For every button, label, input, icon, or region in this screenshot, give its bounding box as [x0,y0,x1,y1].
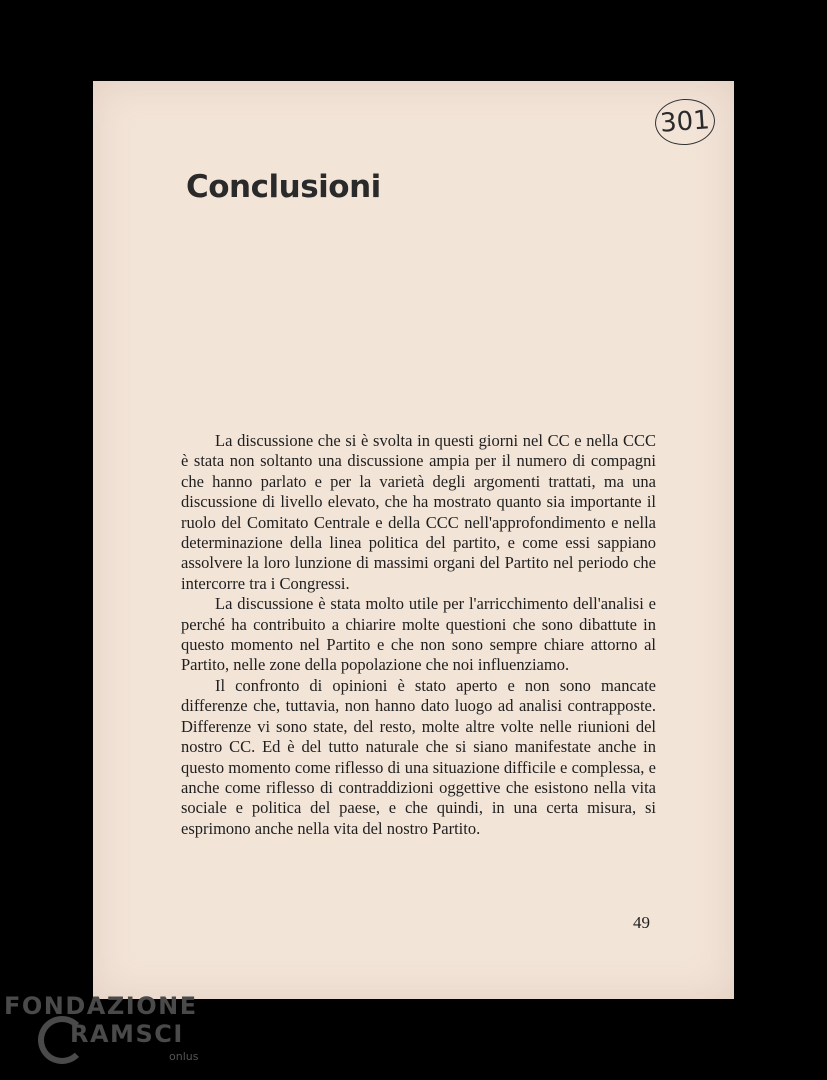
fondazione-gramsci-logo [4,992,214,1072]
body-text [181,431,656,839]
handwritten-page-annotation: 301 [653,97,716,147]
logo-line-2: RAMSCI [70,1020,184,1048]
paragraph-3: Il confronto di opinioni è stato aperto e non sono mancate differenze che, tuttavia, non hanno dato luogo ad analisi contrapposte. Differenze vi sono state, del resto, molte altre volte nelle riunioni del nostro CC. Ed è del tutto naturale che si siano manifestate anche in questo momento come riflesso di una situazione difficile e complessa, e anche come riflesso di contraddizioni oggettive che esistono nella vita sociale e politica del paese, e che quindi, in una certa misura, si esprimono anche nella vita del nostro Partito. [181,675,656,838]
document-page [93,81,734,999]
paragraph-1: La discussione che si è svolta in questi giorni nel CC e nella CCC è stata non soltanto una discussione ampia per il numero di compagni che hanno parlato e per la varietà degli argomenti trattati, ma una discussione di livello elevato, che ha mostrato quanto sia importante il ruolo del Comitato Centrale e della CCC nell'approfondimento e nella determinazione della linea politica del partito, e come essi sappiano assolvere la loro lunzione di massimi organi del Partito nel periodo che intercorre tra i Congressi. [181,431,656,593]
page-number: 49 [633,913,650,932]
logo-line-1: FONDAZIONE [4,992,198,1020]
chapter-title: Conclusioni [186,169,381,205]
logo-onlus: onlus [169,1050,199,1063]
paragraph-2: La discussione è stata molto utile per l'arricchimento dell'analisi e perché ha contribuito a chiarire molte questioni che sono dibattute in questo momento nel Partito e che non sono sempre chiare attorno al Partito, nelle zone della popolazione che noi influenziamo. [181,594,656,675]
